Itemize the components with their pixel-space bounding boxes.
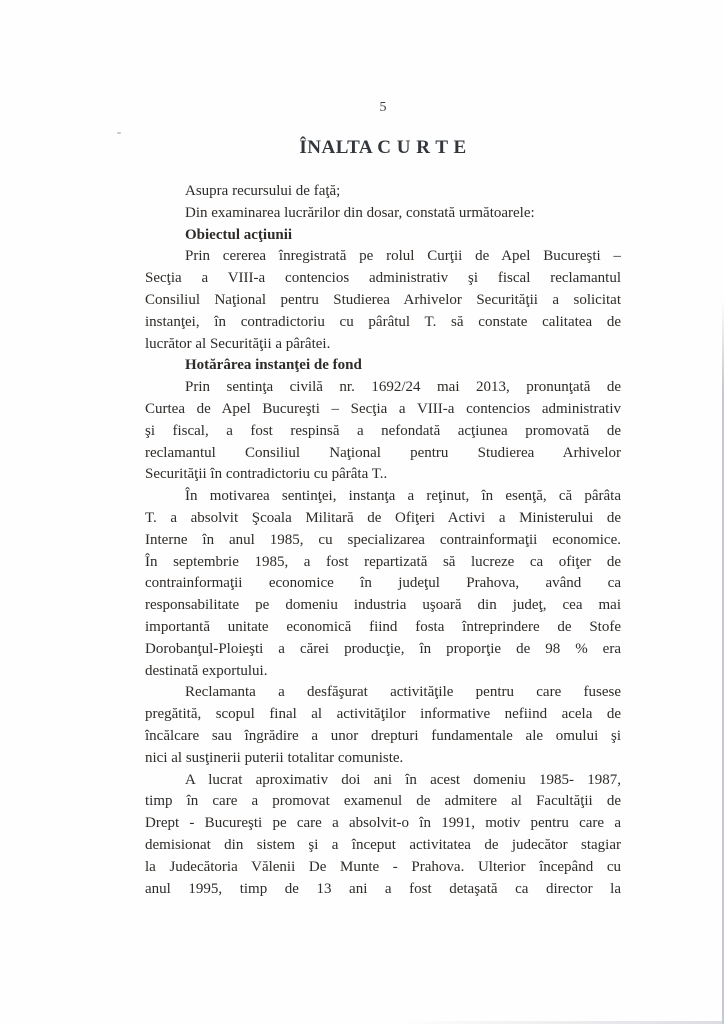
text-line: pregătită, scopul final al activităţilor informative nefiind acela de bbox=[145, 706, 621, 723]
text-line: Securităţii în contradictoriu cu pârâta T.. bbox=[145, 466, 388, 483]
section-heading-line: Hotărârea instanţei de fond bbox=[185, 357, 362, 374]
text-line: contrainformaţii economice în judeţul Prahova, având ca bbox=[145, 575, 621, 592]
text-line: În septembrie 1985, a fost repartizată să lucreze ca ofiţer de bbox=[145, 553, 621, 570]
text-line: Reclamanta a desfăşurat activităţile pentru care fusese bbox=[185, 684, 621, 701]
text-line: demisionat din sistem şi a început activitatea de judecător stagiar bbox=[145, 836, 621, 853]
text-line: Asupra recursului de faţă; bbox=[185, 183, 341, 199]
document-title: ÎNALTA C U R T E bbox=[299, 137, 467, 158]
text-line: lucrător al Securităţii a pârâtei. bbox=[145, 335, 331, 352]
text-line: Secţia a VIII-a contencios administrativ şi fiscal reclamantul bbox=[145, 270, 621, 287]
text-line: importantă unitate economică fiind fosta întreprindere de Stofe bbox=[145, 618, 621, 635]
text-line: timp în care a promovat examenul de admitere al Facultăţii de bbox=[145, 793, 621, 810]
text-line: şi fiscal, a fost respinsă a nefondată acţiunea promovată de bbox=[145, 422, 621, 439]
text-line: Din examinarea lucrărilor din dosar, constată următoarele: bbox=[185, 204, 535, 221]
section-heading-line: Obiectul acţiunii bbox=[185, 226, 293, 243]
text-line: Interne în anul 1985, cu specializarea contrainformaţii economice. bbox=[145, 531, 621, 548]
text-line: Curtea de Apel Bucureşti – Secţia a VIII-a contencios administrativ bbox=[145, 400, 621, 417]
text-line: Consiliul Naţional pentru Studierea Arhivelor Securităţii a solicitat bbox=[145, 291, 621, 308]
text-line: responsabilitate pe domeniu industria uşoară din judeţ, cea mai bbox=[145, 597, 621, 614]
text-line: anul 1995, timp de 13 ani a fost detaşată ca director la bbox=[145, 880, 621, 897]
text-line: reclamantul Consiliul Naţional pentru Studierea Arhivelor bbox=[145, 444, 621, 461]
document-body bbox=[145, 181, 621, 900]
page-number: 5 bbox=[379, 100, 387, 115]
text-line: În motivarea sentinţei, instanţa a reţinut, în esenţă, că pârâta bbox=[185, 488, 621, 505]
text-line: Dorobanţul-Ploieşti a cărei producţie, în proporţie de 98 % era bbox=[145, 640, 621, 657]
text-line: Prin sentinţa civilă nr. 1692/24 mai 2013, pronunţată de bbox=[185, 379, 621, 396]
text-line: Prin cererea înregistrată pe rolul Curţii de Apel Bucureşti – bbox=[185, 248, 621, 265]
text-line: A lucrat aproximativ doi ani în acest domeniu 1985- 1987, bbox=[185, 771, 621, 788]
text-line: la Judecătoria Vălenii De Munte - Prahova. Ulterior începând cu bbox=[145, 858, 621, 875]
text-line: destinată exportului. bbox=[145, 662, 268, 679]
scan-speck bbox=[117, 132, 121, 134]
text-line: nici al susţinerii puterii totalitar comuniste. bbox=[145, 749, 404, 766]
text-line: T. a absolvit Şcoala Militară de Ofiţeri Activi a Ministerului de bbox=[145, 509, 621, 526]
text-line: încălcare sau îngrădire a unor drepturi fundamentale ale omului şi bbox=[145, 727, 621, 744]
text-line: Drept - Bucureşti pe care a absolvit-o în 1991, motiv pentru care a bbox=[145, 815, 621, 832]
text-line: instanţei, în contradictoriu cu pârâtul T. să constate calitatea de bbox=[145, 313, 621, 330]
